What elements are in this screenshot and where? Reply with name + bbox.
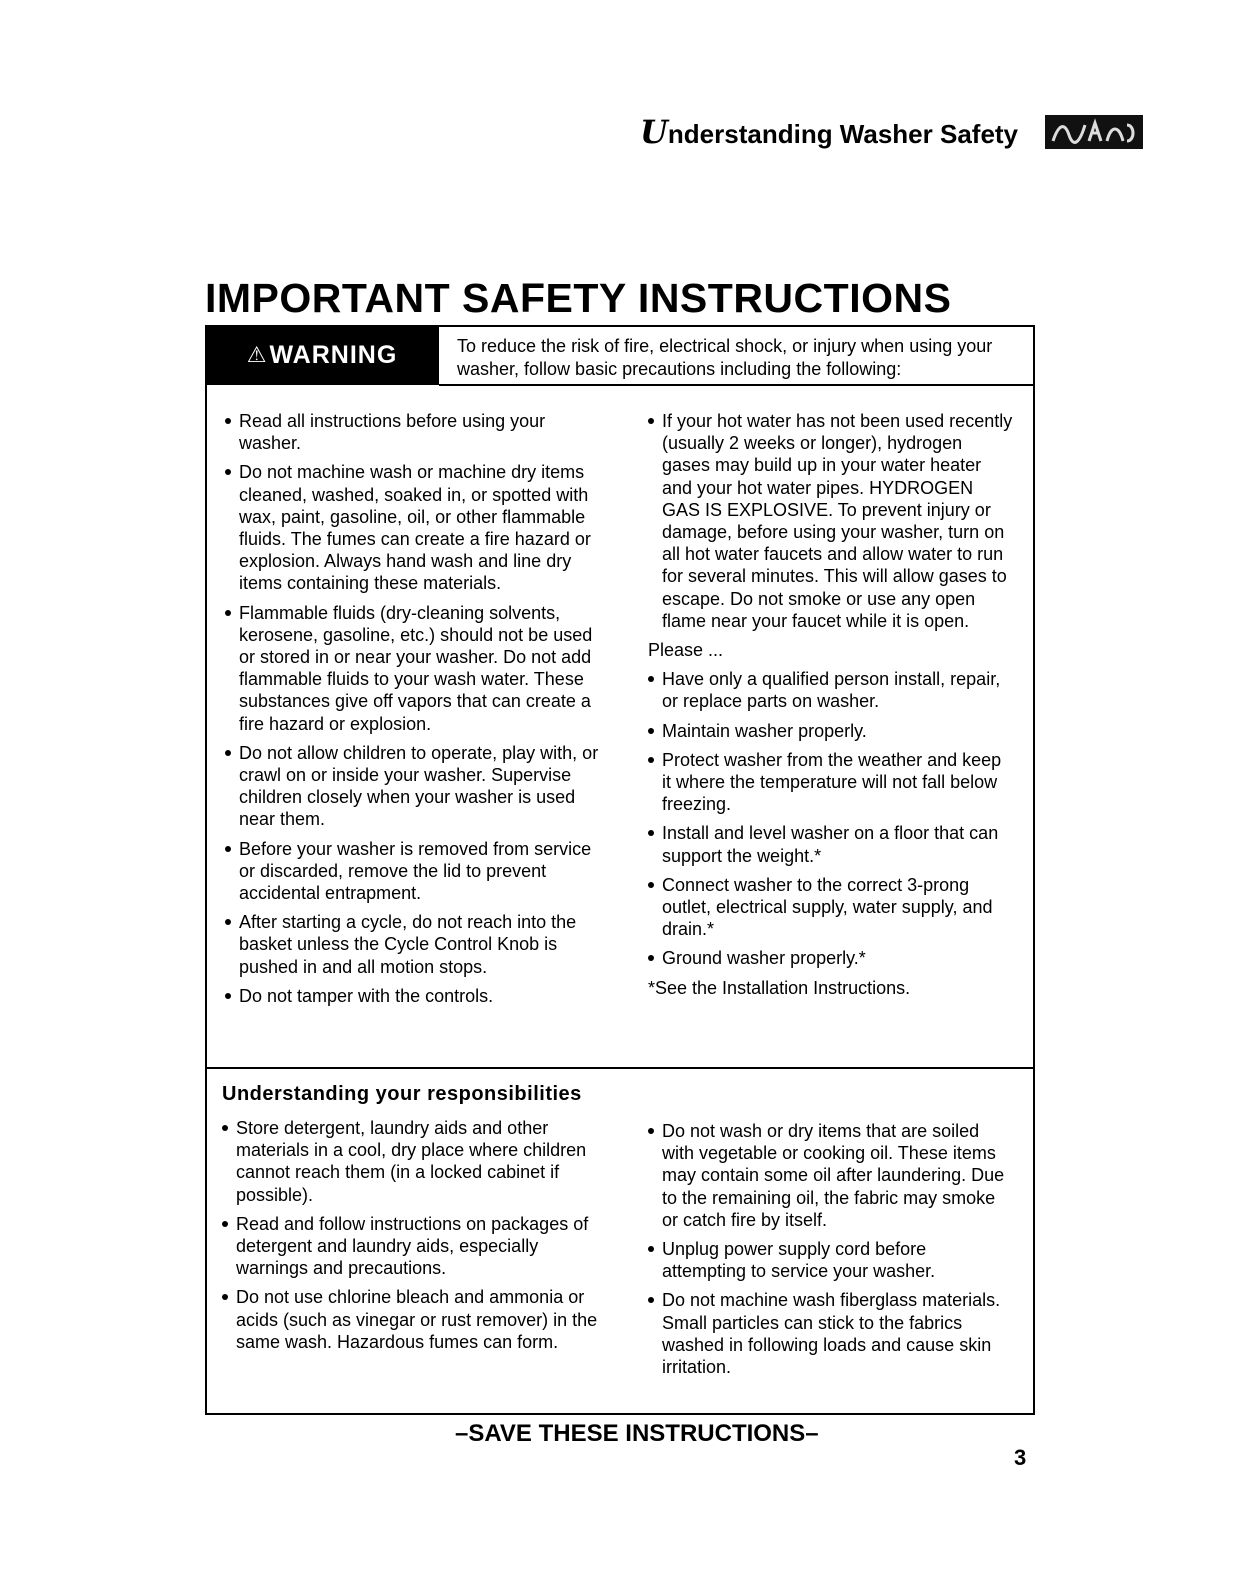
chapter-title-rest: nderstanding Washer Safety — [667, 119, 1019, 149]
list-item: Store detergent, laundry aids and other materials in a cool, dry place where children cannot reach them (in a locked cabinet if possible). — [222, 1117, 607, 1206]
list-item: Do not machine wash or machine dry items cleaned, washed, soaked in, or spotted with wax, paint, gasoline, oil, or other flammable fluids. The fumes can create a fire hazard or explosion. Always hand wash and line dry items containing these materials. — [225, 461, 605, 594]
list-item: Do not machine wash fiberglass materials. Small particles can stick to the fabrics washed in following loads and cause skin irritation. — [648, 1289, 1013, 1378]
list-item: Read and follow instructions on packages of detergent and laundry aids, especially warnings and precautions. — [222, 1213, 607, 1280]
page-number: 3 — [1014, 1445, 1027, 1470]
chapter-title-initial: U — [640, 113, 668, 151]
list-item: Protect washer from the weather and keep it where the temperature will not fall below freezing. — [648, 749, 1013, 816]
list-item: If your hot water has not been used recently (usually 2 weeks or longer), hydrogen gases may build up in your water heater and your hot water pipes. HYDROGEN GAS IS EXPLOSIVE. To prevent injury or damage, before using your washer, turn on all hot water faucets and allow water to run for several minutes. This will allow gases to escape. Do not smoke or use any open flame near your faucet while it is open. — [648, 410, 1013, 632]
list-item: Do not wash or dry items that are soiled with vegetable or cooking oil. These items may contain some oil after laundering. Due to the remaining oil, the fabric may smoke or catch fire by itself. — [648, 1120, 1013, 1231]
list-item: Do not tamper with the controls. — [225, 985, 605, 1007]
responsibilities-right-column — [648, 1120, 1013, 1385]
list-item: Read all instructions before using your washer. — [225, 410, 605, 454]
page-title: IMPORTANT SAFETY INSTRUCTIONS — [205, 275, 952, 321]
divider — [205, 1067, 1035, 1069]
list-item: After starting a cycle, do not reach into the basket unless the Cycle Control Knob is pushed in and all motion stops. — [225, 911, 605, 978]
list-item: Install and level washer on a floor that can support the weight.* — [648, 822, 1013, 866]
list-item: Maintain washer properly. — [648, 720, 1013, 742]
warning-label — [205, 325, 439, 385]
warning-intro: To reduce the risk of fire, electrical shock, or injury when using your washer, follow basic precautions including the following: — [457, 336, 993, 379]
chapter-title — [640, 113, 1040, 151]
right-column — [648, 410, 1013, 1006]
section-heading: Understanding your responsibilities — [222, 1083, 582, 1105]
list-item: Do not allow children to operate, play with, or crawl on or inside your washer. Supervise children closely when your washer is used near them. — [225, 742, 605, 831]
responsibilities-left-column — [222, 1117, 607, 1360]
list-item: Connect washer to the correct 3-prong outlet, electrical supply, water supply, and drain.* — [648, 874, 1013, 941]
warning-label-text: WARNING — [269, 340, 398, 369]
save-instructions-footer: –SAVE THESE INSTRUCTIONS– — [455, 1420, 819, 1447]
list-item: Have only a qualified person install, repair, or replace parts on washer. — [648, 668, 1013, 712]
left-column — [225, 410, 605, 1014]
please-label: Please ... — [648, 640, 724, 661]
list-item: Ground washer properly.* — [648, 947, 1013, 969]
list-item: Flammable fluids (dry-cleaning solvents, kerosene, gasoline, etc.) should not be used or stored in or near your washer. Do not add flammable fluids to your wash water. These substances give off vapors that can create a fire hazard or explosion. — [225, 602, 605, 735]
list-item: Before your washer is removed from service or discarded, remove the lid to prevent accidental entrapment. — [225, 838, 605, 905]
divider — [439, 384, 1035, 386]
warning-triangle-icon: ⚠ — [246, 342, 268, 367]
brand-logo-icon — [1045, 115, 1143, 149]
list-item: Do not use chlorine bleach and ammonia or acids (such as vinegar or rust remover) in the same wash. Hazardous fumes can form. — [222, 1286, 607, 1353]
installation-note: *See the Installation Instructions. — [648, 977, 911, 998]
list-item: Unplug power supply cord before attempting to service your washer. — [648, 1238, 1013, 1282]
